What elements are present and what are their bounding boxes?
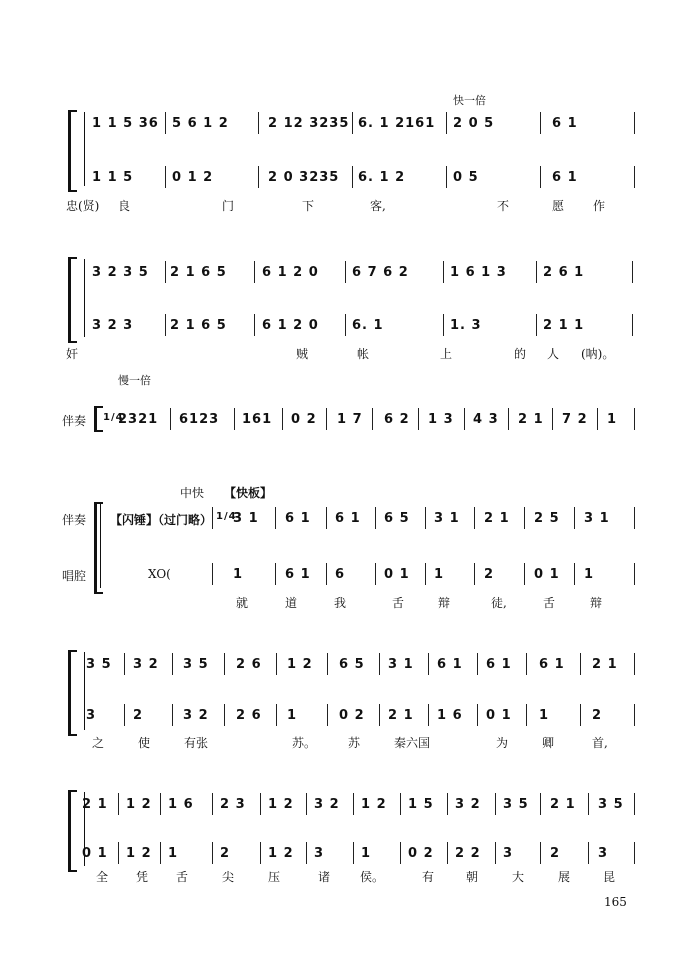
measure: 6123 (179, 412, 220, 427)
measure: 3 2 3 5 (92, 265, 149, 280)
upper-staff (0, 797, 690, 821)
measure: 1 (584, 567, 595, 582)
barline (172, 704, 173, 726)
lower-staff (0, 318, 690, 342)
measure: 2 1 (592, 657, 618, 672)
measure: 6 1 (552, 116, 578, 131)
measure: 2 (133, 708, 144, 723)
upper-staff (0, 116, 690, 140)
time-signature: 1/4 (103, 412, 124, 423)
barline (574, 563, 575, 585)
measure: 3 2 3 (92, 318, 134, 333)
measure: 2321 (118, 412, 159, 427)
measure: 6 1 (486, 657, 512, 672)
lyric: 客, (370, 199, 386, 213)
barline (275, 507, 276, 529)
measure: 2 2 (455, 846, 481, 861)
barline (634, 704, 635, 726)
measure: 2 (220, 846, 231, 861)
barline (375, 563, 376, 585)
barline (345, 314, 346, 336)
measure: 1 2 (268, 846, 294, 861)
measure: 1 2 (126, 846, 152, 861)
barline (526, 704, 527, 726)
barline (352, 112, 353, 134)
banshi-mark: 【快板】 (224, 486, 273, 500)
measure: 3 5 (86, 657, 112, 672)
measure: 6 (335, 567, 346, 582)
lyric: 凭 (136, 870, 149, 884)
barline (379, 653, 380, 675)
measure: 3 (314, 846, 325, 861)
barline (464, 408, 465, 430)
measure: 1 (233, 567, 244, 582)
measure: 2 1 (82, 797, 108, 812)
lyric: 苏。 (292, 736, 317, 750)
measure: 2 1 6 5 (170, 265, 227, 280)
barline (634, 793, 635, 815)
tempo-mark: 中快 (180, 486, 205, 500)
measure: 2 3 (220, 797, 246, 812)
lyric: 愿 (552, 199, 565, 213)
part-label: 伴奏 (62, 414, 87, 428)
barline (634, 507, 635, 529)
barline (418, 408, 419, 430)
lyric: 的 (514, 347, 527, 361)
lyric: 使 (138, 736, 151, 750)
lower-staff (0, 846, 690, 870)
measure: 2 6 1 (543, 265, 585, 280)
barline (634, 842, 635, 864)
measure: 6 2 (384, 412, 410, 427)
lyric: 有 (422, 870, 435, 884)
barline (634, 408, 635, 430)
barline (428, 704, 429, 726)
barline (428, 653, 429, 675)
barline (634, 563, 635, 585)
measure: 0 2 (408, 846, 434, 861)
barline (170, 408, 171, 430)
lyric: 门 (222, 199, 235, 213)
lyric: 舌 (176, 870, 189, 884)
barline (327, 704, 328, 726)
barline (165, 261, 166, 283)
measure: 1 6 (168, 797, 194, 812)
lyric: 就 (236, 596, 249, 610)
measure: 2 6 (236, 708, 262, 723)
barline (118, 842, 119, 864)
barline (524, 507, 525, 529)
barline (258, 112, 259, 134)
barline (632, 314, 633, 336)
measure: 6 1 (335, 511, 361, 526)
lyric: 上 (440, 347, 453, 361)
lyric: 大 (512, 870, 525, 884)
lyric: 辩 (438, 596, 451, 610)
barline (258, 166, 259, 188)
tempo-mark: 快一倍 (453, 94, 486, 107)
measure: 6 1 (437, 657, 463, 672)
measure: 0 1 (486, 708, 512, 723)
barline (254, 261, 255, 283)
upper-staff (0, 265, 690, 289)
measure: 1 1 5 (92, 170, 134, 185)
lyric: 作 (593, 199, 606, 213)
barline (306, 793, 307, 815)
lyric: 辩 (590, 596, 603, 610)
measure: 2 0 3235 (268, 170, 340, 185)
barline (632, 261, 633, 283)
barline (634, 112, 635, 134)
barline (474, 563, 475, 585)
measure: 3 (86, 708, 97, 723)
lyric: 朝 (466, 870, 479, 884)
barline (634, 166, 635, 188)
barline (118, 793, 119, 815)
measure: 6. 1 (352, 318, 384, 333)
barline (276, 704, 277, 726)
barline (634, 653, 635, 675)
measure: 3 5 (598, 797, 624, 812)
measure: 161 (242, 412, 273, 427)
measure: 6. 1 2161 (358, 116, 436, 131)
barline (495, 793, 496, 815)
lyric: 我 (334, 596, 347, 610)
barline (474, 507, 475, 529)
lyric: 为 (496, 736, 509, 750)
barline (540, 793, 541, 815)
lyric: 诸 (318, 870, 331, 884)
barline (447, 793, 448, 815)
barline (508, 408, 509, 430)
measure: 3 (598, 846, 609, 861)
barline (353, 793, 354, 815)
lyric: 奸 (66, 347, 79, 361)
measure: 0 1 2 (172, 170, 214, 185)
measure: 6 5 (339, 657, 365, 672)
barline (524, 563, 525, 585)
barline (124, 653, 125, 675)
barline (580, 704, 581, 726)
part-label: 伴奏 (62, 513, 87, 527)
rest-mark: XO( (148, 567, 171, 581)
measure: 3 1 (434, 511, 460, 526)
measure: 2 (484, 567, 495, 582)
lyric: (呐)。 (581, 347, 615, 361)
lyric: 尖 (222, 870, 235, 884)
barline (172, 653, 173, 675)
measure: 0 1 (384, 567, 410, 582)
barline (477, 653, 478, 675)
measure: 1. 3 (450, 318, 482, 333)
measure: 0 1 (82, 846, 108, 861)
measure: 2 12 3235 (268, 116, 350, 131)
barline (224, 653, 225, 675)
barline (536, 261, 537, 283)
measure: 1 2 (268, 797, 294, 812)
measure: 2 1 (484, 511, 510, 526)
lyric: 舌 (543, 596, 556, 610)
lyric: 侯。 (360, 870, 385, 884)
barline (580, 653, 581, 675)
lyric: 不 (497, 199, 510, 213)
barline (353, 842, 354, 864)
barline (447, 842, 448, 864)
measure: 1 (287, 708, 298, 723)
barline (124, 704, 125, 726)
barline (540, 166, 541, 188)
barline (443, 261, 444, 283)
lyric: 卿 (542, 736, 555, 750)
barline (327, 653, 328, 675)
measure: 6 5 (384, 511, 410, 526)
measure: 3 1 (233, 511, 259, 526)
measure: 3 2 (314, 797, 340, 812)
measure: 2 6 (236, 657, 262, 672)
measure: 0 5 (453, 170, 479, 185)
measure: 2 1 (550, 797, 576, 812)
barline (212, 507, 213, 529)
measure: 2 1 (518, 412, 544, 427)
barline (588, 842, 589, 864)
measure: 5 6 1 2 (172, 116, 229, 131)
measure: 6 1 2 0 (262, 318, 319, 333)
barline (212, 563, 213, 585)
measure: 2 1 (388, 708, 414, 723)
upper-staff (0, 657, 690, 681)
barline (224, 704, 225, 726)
measure: 6. 1 2 (358, 170, 406, 185)
measure: 1 2 (126, 797, 152, 812)
staff (0, 412, 690, 436)
measure: 6 1 (285, 511, 311, 526)
page-number: 165 (604, 895, 627, 909)
barline (400, 842, 401, 864)
barline (540, 112, 541, 134)
barline (425, 507, 426, 529)
barline (160, 842, 161, 864)
barline (306, 842, 307, 864)
measure: 3 2 (455, 797, 481, 812)
measure: 3 1 (584, 511, 610, 526)
lyric: 帐 (357, 347, 370, 361)
barline (326, 408, 327, 430)
measure: 2 (592, 708, 603, 723)
measure: 0 2 (291, 412, 317, 427)
barline (526, 653, 527, 675)
lyric: 秦六国 (394, 736, 431, 750)
lyric: 良 (118, 199, 131, 213)
upper-staff (0, 511, 690, 535)
measure: 1 6 1 3 (450, 265, 507, 280)
measure: 6 7 6 2 (352, 265, 409, 280)
measure: 0 1 (534, 567, 560, 582)
measure: 3 2 (133, 657, 159, 672)
time-signature: 1/4 (216, 511, 237, 522)
barline (379, 704, 380, 726)
lyric: 徒, (491, 596, 507, 610)
lyric: 道 (285, 596, 298, 610)
lyric: 忠(贤) (66, 199, 100, 213)
lower-staff (0, 567, 690, 591)
measure: 0 2 (339, 708, 365, 723)
lower-staff (0, 170, 690, 194)
measure: 1 1 5 36 (92, 116, 159, 131)
barline (254, 314, 255, 336)
barline (160, 793, 161, 815)
measure: 3 1 (388, 657, 414, 672)
barline (495, 842, 496, 864)
lyric: 苏 (348, 736, 361, 750)
barline (326, 507, 327, 529)
barline (326, 563, 327, 585)
barline (375, 507, 376, 529)
measure: 1 (434, 567, 445, 582)
barline (260, 842, 261, 864)
barline (400, 793, 401, 815)
measure: 1 (539, 708, 550, 723)
barline (352, 166, 353, 188)
lyric: 压 (268, 870, 281, 884)
measure: 1 2 (287, 657, 313, 672)
measure: 1 (168, 846, 179, 861)
lyric: 全 (96, 870, 109, 884)
barline (276, 653, 277, 675)
barline (540, 842, 541, 864)
measure: 2 (550, 846, 561, 861)
barline (536, 314, 537, 336)
measure: 2 5 (534, 511, 560, 526)
measure: 4 3 (473, 412, 499, 427)
lyric: 展 (558, 870, 571, 884)
barline (275, 563, 276, 585)
measure: 7 2 (562, 412, 588, 427)
barline (446, 166, 447, 188)
measure: 1 7 (337, 412, 363, 427)
barline (282, 408, 283, 430)
measure: 1 5 (408, 797, 434, 812)
measure: 2 1 1 (543, 318, 585, 333)
barline (574, 507, 575, 529)
barline (212, 793, 213, 815)
measure: 1 (607, 412, 618, 427)
barline (212, 842, 213, 864)
lyric: 下 (302, 199, 315, 213)
lyric: 之 (92, 736, 105, 750)
measure: 1 (361, 846, 372, 861)
measure: 6 1 (285, 567, 311, 582)
lyric: 首, (592, 736, 608, 750)
measure: 3 5 (183, 657, 209, 672)
barline (260, 793, 261, 815)
lower-staff (0, 708, 690, 732)
measure: 2 0 5 (453, 116, 495, 131)
measure: 1 2 (361, 797, 387, 812)
barline (443, 314, 444, 336)
tempo-mark: 慢一倍 (118, 374, 151, 387)
barline (588, 793, 589, 815)
lyric: 舌 (392, 596, 405, 610)
barline (234, 408, 235, 430)
barline (425, 563, 426, 585)
barline (597, 408, 598, 430)
measure: 6 1 (552, 170, 578, 185)
barline (552, 408, 553, 430)
measure: 6 1 2 0 (262, 265, 319, 280)
lyric: 贼 (296, 347, 309, 361)
lyric: 人 (547, 347, 560, 361)
measure: 3 2 (183, 708, 209, 723)
measure: 3 (503, 846, 514, 861)
barline (345, 261, 346, 283)
barline (446, 112, 447, 134)
measure: 1 3 (428, 412, 454, 427)
intro-label: 【闪锤】（过门略） (110, 513, 213, 527)
barline (372, 408, 373, 430)
measure: 6 1 (539, 657, 565, 672)
barline (165, 112, 166, 134)
lyric: 昆 (603, 870, 616, 884)
barline (165, 314, 166, 336)
lyric: 有张 (184, 736, 209, 750)
barline (477, 704, 478, 726)
barline (165, 166, 166, 188)
measure: 2 1 6 5 (170, 318, 227, 333)
measure: 1 6 (437, 708, 463, 723)
part-label: 唱腔 (62, 569, 87, 583)
measure: 3 5 (503, 797, 529, 812)
